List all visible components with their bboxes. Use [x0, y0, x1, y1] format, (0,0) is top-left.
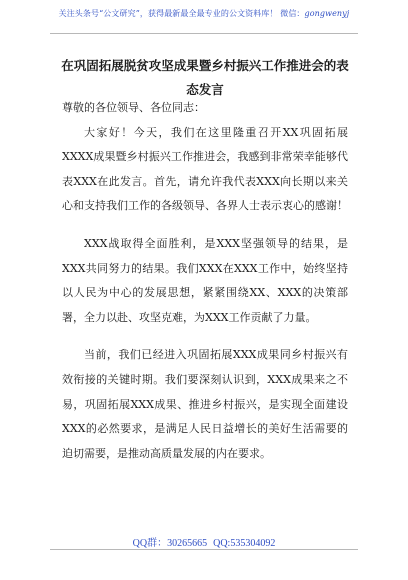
- header-divider: [50, 33, 358, 34]
- document-body: [62, 96, 348, 479]
- paragraph: 当前，我们已经进入巩固拓展XXX成果同乡村振兴有效衔接的关键时期。我们要深刻认识到，XXX成果来之不易，巩固拓展XXX成果、推进乡村振兴，是实现全面建设XXX的必然要求，是满足人民日益增长的美好生活需要的迫切需要，是推动高质量发展的内在要求。: [62, 348, 348, 460]
- document-title: 在巩固拓展脱贫攻坚成果暨乡村振兴工作推进会的表态发言: [61, 58, 349, 97]
- paragraph: 大家好！今天，我们在这里隆重召开XX巩固拓展XXXX成果暨乡村振兴工作推进会，我感到非常荣幸能够代表XXX在此发言。首先，请允许我代表XXX向长期以来关心和支持我们工作的各级领导、各界人士表示衷心的感谢！: [62, 125, 348, 213]
- qq-number: QQ:535304092: [213, 538, 276, 549]
- promo-banner: [0, 8, 408, 19]
- promo-banner-text: 关注头条号“公文研究”，获得最新最全最专业的公文资料库！ 微信：: [58, 9, 305, 18]
- footer-contact: [0, 534, 408, 549]
- salutation: 尊敬的各位领导、各位同志：: [62, 101, 205, 114]
- wechat-id: gongwenyj: [304, 9, 350, 18]
- qq-group-number: QQ群：30265665: [132, 538, 208, 549]
- footer-divider: [50, 549, 358, 550]
- paragraph: XXX战取得全面胜利，是XXX坚强领导的结果，是XXX共同努力的结果。我们XXX在XXX工作中，始终坚持以人民为中心的发展思想，紧紧围绕XX、XXX的决策部署，全力以赴、攻坚克难，为XXX工作贡献了力量。: [62, 236, 348, 324]
